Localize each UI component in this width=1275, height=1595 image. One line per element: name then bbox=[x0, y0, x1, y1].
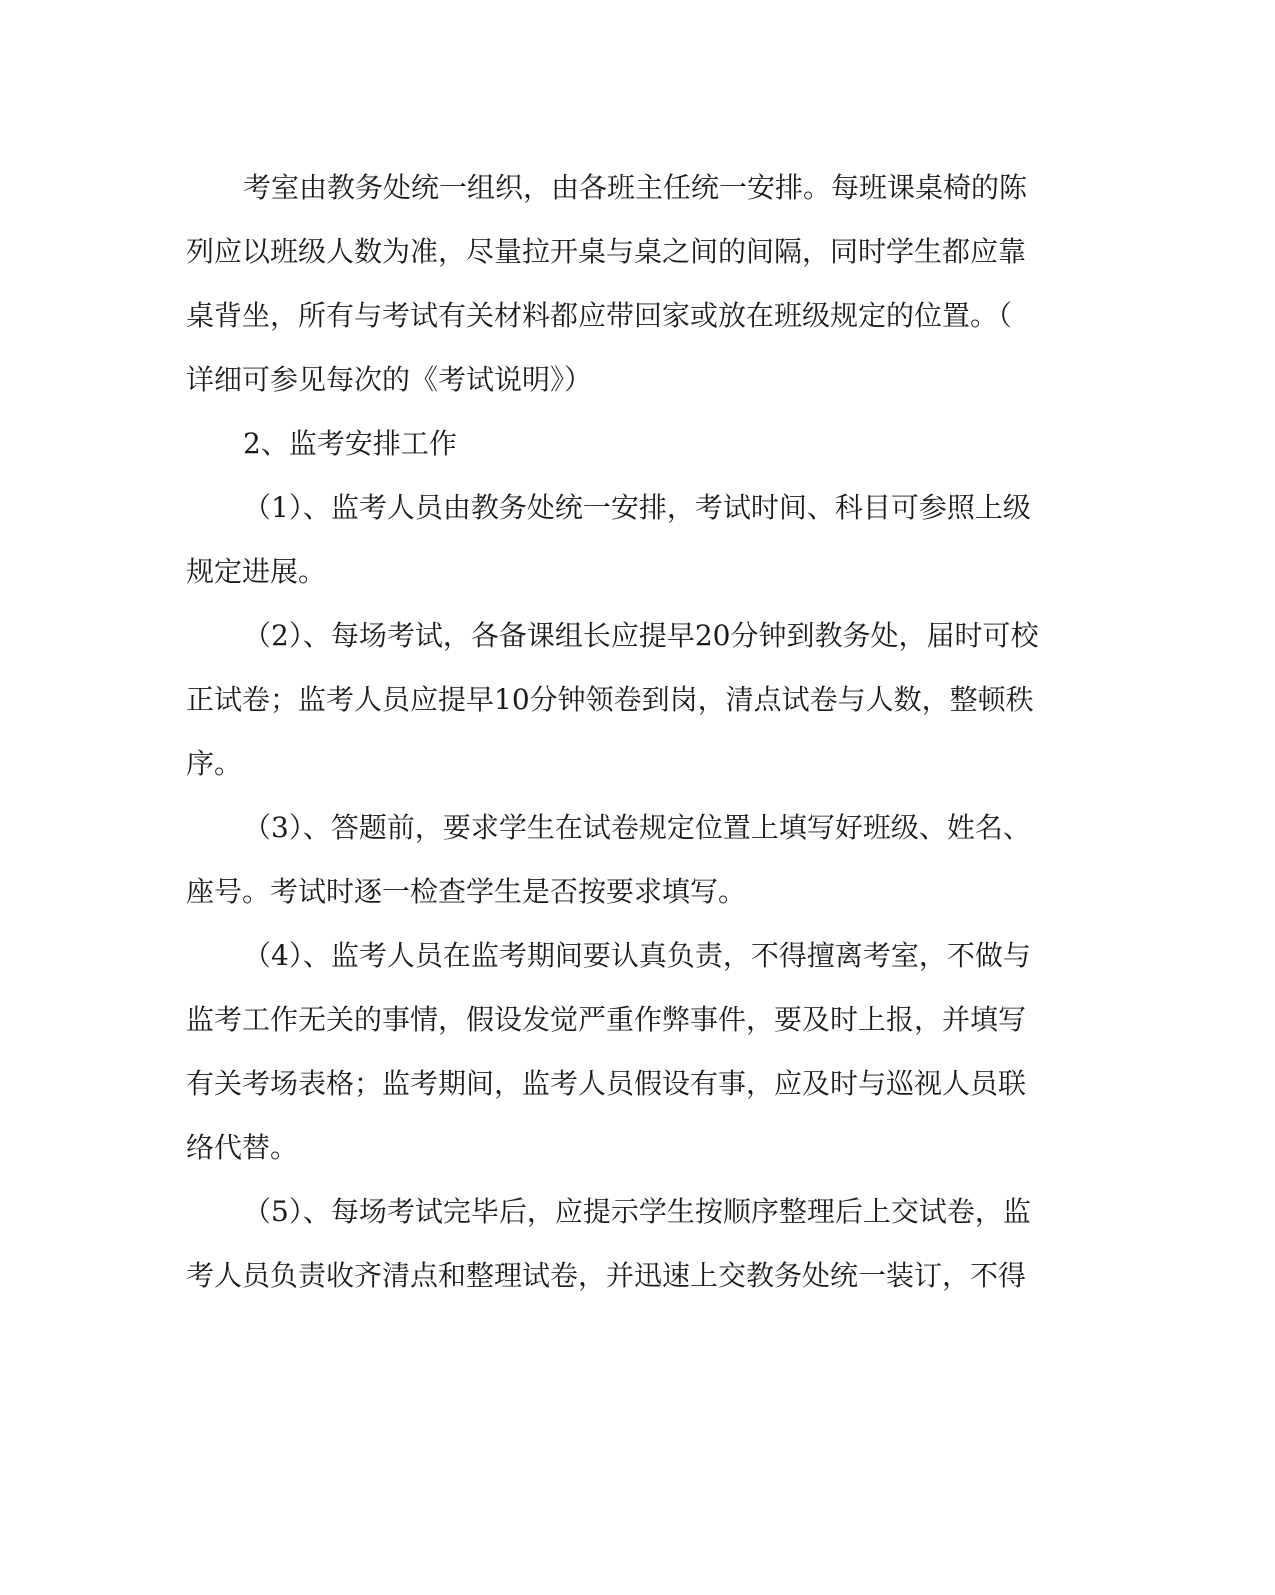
paragraph-line: 规定进展。 bbox=[186, 555, 327, 588]
paragraph-line: （5）、每场考试完毕后，应提示学生按顺序整理后上交试卷，监 bbox=[243, 1195, 1031, 1228]
paragraph-line: （3）、答题前，要求学生在试卷规定位置上填写好班级、姓名、 bbox=[243, 811, 1031, 844]
paragraph-line: 监考工作无关的事情，假设发觉严重作弊事件，要及时上报，并填写 bbox=[186, 1003, 1027, 1036]
paragraph-line: （2）、每场考试，各备课组长应提早20分钟到教务处，届时可校 bbox=[243, 619, 1039, 652]
paragraph-line: 详细可参见每次的《考试说明》） bbox=[186, 363, 593, 396]
section-heading: 2、监考安排工作 bbox=[243, 427, 457, 460]
paragraph-line: （1）、监考人员由教务处统一安排，考试时间、科目可参照上级 bbox=[243, 491, 1031, 524]
paragraph-line: 座号。考试时逐一检查学生是否按要求填写。 bbox=[186, 875, 747, 908]
paragraph-line: 列应以班级人数为准，尽量拉开桌与桌之间的间隔，同时学生都应靠 bbox=[186, 235, 1027, 268]
paragraph-line: 桌背坐，所有与考试有关材料都应带回家或放在班级规定的位置。（ bbox=[186, 299, 1013, 332]
paragraph-line: （4）、监考人员在监考期间要认真负责，不得擅离考室，不做与 bbox=[243, 939, 1031, 972]
paragraph-line: 考室由教务处统一组织，由各班主任统一安排。每班课桌椅的陈 bbox=[243, 171, 1028, 204]
paragraph-line: 正试卷；监考人员应提早10分钟领卷到岗，清点试卷与人数，整顿秩 bbox=[186, 683, 1034, 716]
paragraph-line: 考人员负责收齐清点和整理试卷，并迅速上交教务处统一装订，不得 bbox=[186, 1259, 1027, 1292]
paragraph-line: 序。 bbox=[186, 747, 243, 780]
paragraph-line: 有关考场表格；监考期间，监考人员假设有事，应及时与巡视人员联 bbox=[186, 1067, 1027, 1100]
paragraph-line: 络代替。 bbox=[186, 1131, 299, 1164]
